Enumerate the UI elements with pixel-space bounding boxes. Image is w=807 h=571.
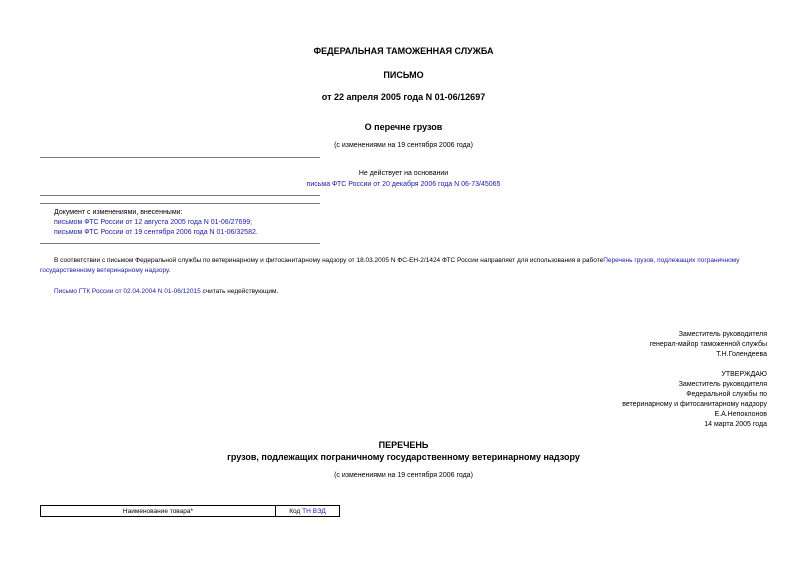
body-paragraph-2: [54, 288, 278, 295]
approval-agency-2: ветеринарному и фитосанитарному надзору: [622, 401, 767, 408]
approval-agency-1: Федеральной службы по: [686, 391, 767, 398]
divider: [40, 243, 320, 244]
goods-table: [40, 505, 340, 517]
status-text: Не действует на основании: [358, 170, 449, 177]
list-revision-note: (с изменениями на 19 сентября 2006 года): [334, 472, 473, 479]
tnved-link[interactable]: ТН ВЭД: [302, 507, 326, 515]
paragraph-end: .: [168, 267, 171, 274]
approval-block: [622, 370, 767, 430]
signature-position: Заместитель руководителя: [678, 331, 767, 338]
column-header-code: [276, 506, 340, 517]
revision-note: (с изменениями на 19 сентября 2006 года): [334, 142, 473, 149]
approval-heading: УТВЕРЖДАЮ: [721, 371, 767, 378]
divider: [40, 157, 320, 158]
code-prefix: Код: [289, 507, 303, 515]
table-header-row: [41, 506, 340, 517]
status-link[interactable]: письма ФТС России от 20 декабря 2006 года N 06-73/45065: [306, 181, 501, 188]
body-paragraph-1: [40, 256, 768, 276]
amendment-link-1[interactable]: письмом ФТС России от 12 августа 2005 года N 01-06/27699;: [54, 219, 253, 226]
document-date-number: от 22 апреля 2005 года N 01-06/12697: [321, 92, 486, 102]
amendments-intro: Документ с изменениями, внесенными:: [54, 209, 183, 216]
approval-name: Е.А.Непоклонов: [714, 411, 767, 418]
column-header-name: Наименование товара*: [41, 506, 276, 517]
amendment-link-2[interactable]: письмом ФТС России от 19 сентября 2006 года N 01-06/32582.: [54, 229, 258, 236]
list-link-b[interactable]: пограничному государственному ветеринарному надзору: [40, 257, 740, 274]
signature-rank: генерал-майор таможенной службы: [649, 341, 767, 348]
document-subject: О перечне грузов: [364, 122, 443, 132]
divider: [40, 203, 320, 204]
amendments-block: [54, 208, 258, 238]
list-subtitle: грузов, подлежащих пограничному государственному ветеринарному надзору: [227, 452, 580, 462]
list-link-a[interactable]: Перечень грузов, подлежащих: [603, 257, 696, 264]
list-title: ПЕРЕЧЕНЬ: [378, 440, 429, 450]
approval-date: 14 марта 2005 года: [704, 421, 767, 428]
signature-name: Т.Н.Голендеева: [716, 351, 767, 358]
document-type: ПИСЬМО: [383, 70, 424, 80]
approval-position: Заместитель руководителя: [678, 381, 767, 388]
divider: [40, 195, 320, 196]
agency-name: ФЕДЕРАЛЬНАЯ ТАМОЖЕННАЯ СЛУЖБА: [313, 46, 494, 56]
paragraph-text: считать недействующим.: [200, 288, 279, 295]
paragraph-text: В соответствии с письмом Федеральной службы по ветеринарному и фитосанитарному надзору от 18.03.2005 N ФС-ЕН-2/1424 ФТС России направляет для использования в работе: [54, 257, 604, 264]
old-letter-link[interactable]: Письмо ГТК России от 02.04.2004 N 01-06/12015: [54, 288, 201, 295]
signature-block: [650, 330, 767, 360]
